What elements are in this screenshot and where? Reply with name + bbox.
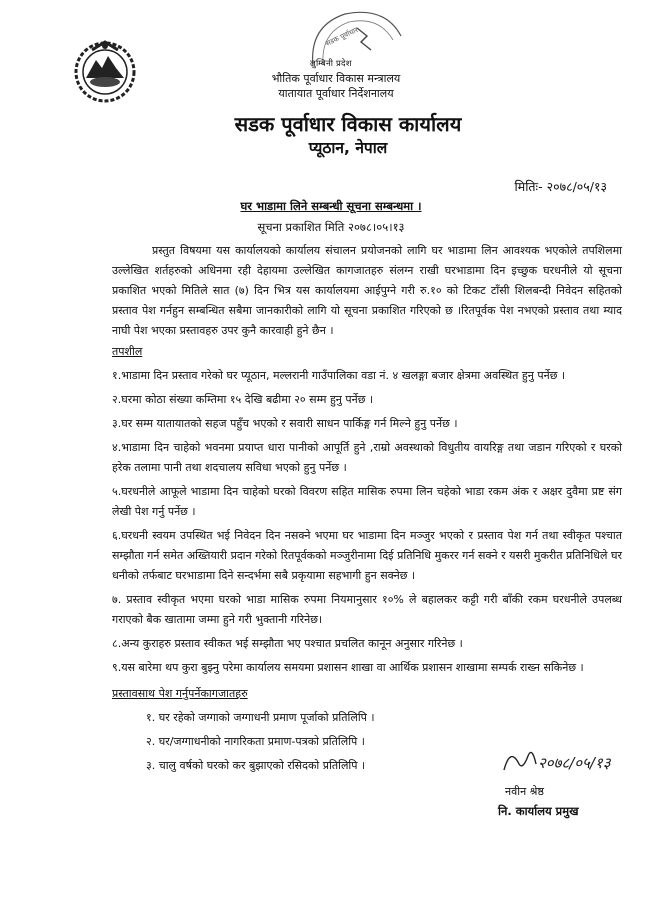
conditions-heading: तपशील	[112, 345, 143, 358]
condition-item: ९.यस बारेमा थप कुरा बुझ्नु परेमा कार्यालय समयमा प्रशासन शाखा वा आर्थिक प्रशासन शाखामा सम्पर्क राख्न सकिनेछ ।	[112, 661, 584, 674]
signature-mark	[500, 742, 620, 778]
condition-item: ३.घर सम्म यातायातको सहज पहुँच भएको र सवारी साधन पार्किङ्ग गर्न मिल्ने हुनु पर्नेछ ।	[112, 417, 458, 430]
svg-text:सडक पूर्वाधार: सडक पूर्वाधार	[324, 25, 360, 48]
condition-item: ७. प्रस्ताव स्वीकृत भएमा घरको भाडा मासिक रुपमा नियमानुसार १०% ले बहालकर कट्टी गरी बाँकी रकम घरधनीले उपलब्ध गराएको बैक खातामा जम्मा हुने गरी भुक्तानी गरिनेछ।	[112, 593, 622, 626]
notice-body	[112, 241, 622, 780]
condition-item: २.घरमा कोठा संख्या कम्तिमा १५ देखि बढीमा २० सम्म हुनु पर्नेछ ।	[112, 393, 374, 406]
document-item: १. घर रहेको जग्गाको जग्गाधनी प्रमाण पूर्जाको प्रतिलिपि ।	[146, 711, 375, 724]
condition-item: ४.भाडामा दिन चाहेको भवनमा प्रयाप्त धारा पानीको आपूर्ति हुने ,राम्रो अवस्थाको विधुतीय वायरिङ्ग तथा जडान गरिएको र घरको हरेक तलामा पानी तथा शदचालय सविधा भएको हुनु पर्नेछ ।	[112, 441, 622, 474]
intro-paragraph: प्रस्तुत विषयमा यस कार्यालयको कार्यालय संचालन प्रयोजनको लागि घर भाडामा लिन आवश्यक भएकोले तपशिलमा उल्लेखित शर्तहरुको अधिनमा रही देहायमा उल्लेखित कागजातहरु संलग्न राखी घरभाडामा दिन इच्छुक घरधनीले यो सूचना प्रकाशित भएको मितिले सात (७) दिन भित्र यस कार्यालयमा आईपुग्ने गरी रु.१० को टिकट टाँसी शिलबन्दी निवेदन सहितको प्रस्ताव पेश गर्नहुन सम्बन्धित सबैमा जानकारीको लागि यो सूचना प्रकाशित गरिएको छ ।रितपूर्वक पेश नभएको प्रस्ताव तथा म्याद नाघी पेश भएका प्रस्तावहरु उपर कुनै कारवाही हुने छैन ।	[112, 244, 622, 337]
stamp-text: लुम्बिनी प्रदेश	[310, 59, 352, 69]
signatory-name: नवीन श्रेष्ठ	[505, 785, 544, 798]
subject-text: घर भाडामा लिने सम्बन्धी सूचना सम्बन्धमा ।	[240, 199, 422, 213]
signature-date: २०७८/०५/१३	[538, 754, 611, 772]
document-item: ३. चालु वर्षको घरको कर बुझाएको रसिदको प्रतिलिपि ।	[146, 759, 366, 772]
document-item: २. घर/जग्गाधनीको नागरिकता प्रमाण-पत्रको प्रतिलिपि ।	[146, 735, 365, 748]
condition-item: ६.घरधनी स्वयम उपस्थित भई निवेदन दिन नसक्ने भएमा घर भाडामा दिन मञ्जुर भएको र प्रस्ताव पेश गर्न तथा स्वीकृत पश्चात सम्झौता गर्न समेत अख्तियारी प्रदान गरेको रितपूर्वकको मञ्जुरीनामा दिई प्रतिनिधि मुकरर गर्न सक्ने र यसरी मुकरीत प्रतिनिधिले घर धनीको तर्फबाट घरभाडामा दिने सन्दर्भमा सबै प्रकृयामा सहभागी हुन सक्नेछ ।	[112, 529, 622, 582]
condition-item: ५.घरधनीले आफूले भाडामा दिन चाहेको घरको विवरण सहित मासिक रुपमा लिन चहेको भाडा रकम अंक र अक्षर दुवैमा प्रष्ट संग लेखी पेश गर्नु पर्नेछ ।	[112, 485, 622, 518]
subject-line	[0, 199, 662, 214]
office-location: प्यूठान, नेपाल	[308, 139, 388, 157]
condition-item: ८.अन्य कुराहरु प्रस्ताव स्वीकत भई सम्झौता भए पश्चात प्रचलित कानून अनुसार गरिनेछ ।	[112, 637, 463, 650]
office-name: सडक पूर्वाधार विकास कार्यालय	[234, 112, 462, 136]
condition-item: १.भाडामा दिन प्रस्ताव गरेको घर प्यूठान, मल्लरानी गाउँपालिका वडा नं. ४ खलङ्गा बजार क्षेत्रमा अवस्थित हुनु पर्नेछ ।	[112, 369, 566, 382]
documents-heading: प्रस्तावसाथ पेश गर्नुपर्नेकागजातहरु	[112, 687, 248, 700]
directorate-name: यातायात पूर्वाधार निर्देशनालय	[278, 87, 394, 100]
publish-date: सूचना प्रकाशित मिति २०७८।०५।१३	[257, 220, 405, 234]
letter-date: मितिः- २०७८/०५/१३	[514, 179, 607, 194]
ministry-name: भौतिक पूर्वाधार विकास मन्त्रालय	[271, 72, 401, 85]
signatory-title: नि. कार्यालय प्रमुख	[498, 804, 579, 818]
